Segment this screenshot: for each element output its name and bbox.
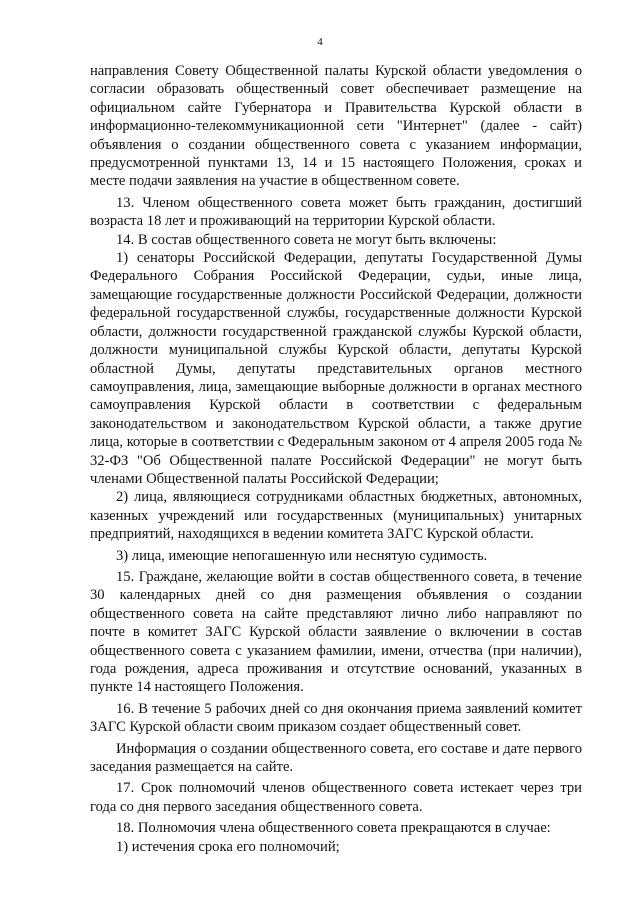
paragraph-info: Информация о создании общественного совета, его составе и дате первого заседания размещается на сайте. [90, 740, 582, 776]
page-number: 4 [317, 36, 323, 48]
paragraph-item-14: 14. В состав общественного совета не могут быть включены: [116, 231, 497, 248]
paragraph-item-14-1: 1) сенаторы Российской Федерации, депутаты Государственной Думы Федерального Собрания Российской Федерации, судьи, иные лица, замещающие государственные должности Российской Федерации, должности федеральной государственной службы, государственные должности Курской области, должности государственной гражданской службы Курской области, должности муниципальной службы Курской области, депутаты Курской областной Думы, депутаты представительных органов местного самоуправления, лица, замещающие выборные должности в органах местного самоуправления Курской области в соответствии с федеральным законодательством и законодательством Курской области, а также другие лица, которые в соответствии с Федеральным законом от 4 апреля 2005 года № 32-ФЗ "Об Общественной палате Российской Федерации" не могут быть членами Общественной палаты Российской Федерации; [90, 250, 582, 487]
paragraph-item-14-2: 2) лица, являющиеся сотрудниками областных бюджетных, автономных, казенных учреждений или государственных (муниципальных) унитарных предприятий, находящихся в ведении комитета ЗАГС Курской области. [90, 489, 582, 543]
paragraph-item-18-1: 1) истечения срока его полномочий; [116, 838, 340, 855]
paragraph-item-15: 15. Граждане, желающие войти в состав общественного совета, в течение 30 календарных дней со дня размещения объявления о создании общественного совета на сайте представляют лично либо направляют по почте в комитет ЗАГС Курской области заявление о включении в состав общественного совета с указанием фамилии, имени, отчества (при наличии), года рождения, адреса проживания и отсутствие оснований, указанных в пункте 14 настоящего Положения. [90, 568, 582, 696]
paragraph-item-18: 18. Полномочия члена общественного совета прекращаются в случае: [116, 820, 551, 837]
paragraph-item-13: 13. Членом общественного совета может быть гражданин, достигший возраста 18 лет и проживающий на территории Курской области. [90, 194, 582, 230]
document-body [90, 62, 582, 856]
paragraph-item-16: 16. В течение 5 рабочих дней со дня окончания приема заявлений комитет ЗАГС Курской области своим приказом создает общественный совет. [90, 700, 582, 736]
paragraph-continuation: направления Совету Общественной палаты Курской области уведомления о согласии образовать общественный совет обеспечивает размещение на официальном сайте Губернатора и Правительства Курской области в информационно-телекоммуникационной сети "Интернет" (далее - сайт) объявления о создании общественного совета с указанием информации, предусмотренной пунктами 13, 14 и 15 настоящего Положения, сроках и месте подачи заявления на участие в общественном совете. [90, 63, 582, 190]
paragraph-item-14-3: 3) лица, имеющие непогашенную или неснятую судимость. [116, 547, 488, 564]
paragraph-item-17: 17. Срок полномочий членов общественного совета истекает через три года со дня первого заседания общественного совета. [90, 780, 582, 815]
